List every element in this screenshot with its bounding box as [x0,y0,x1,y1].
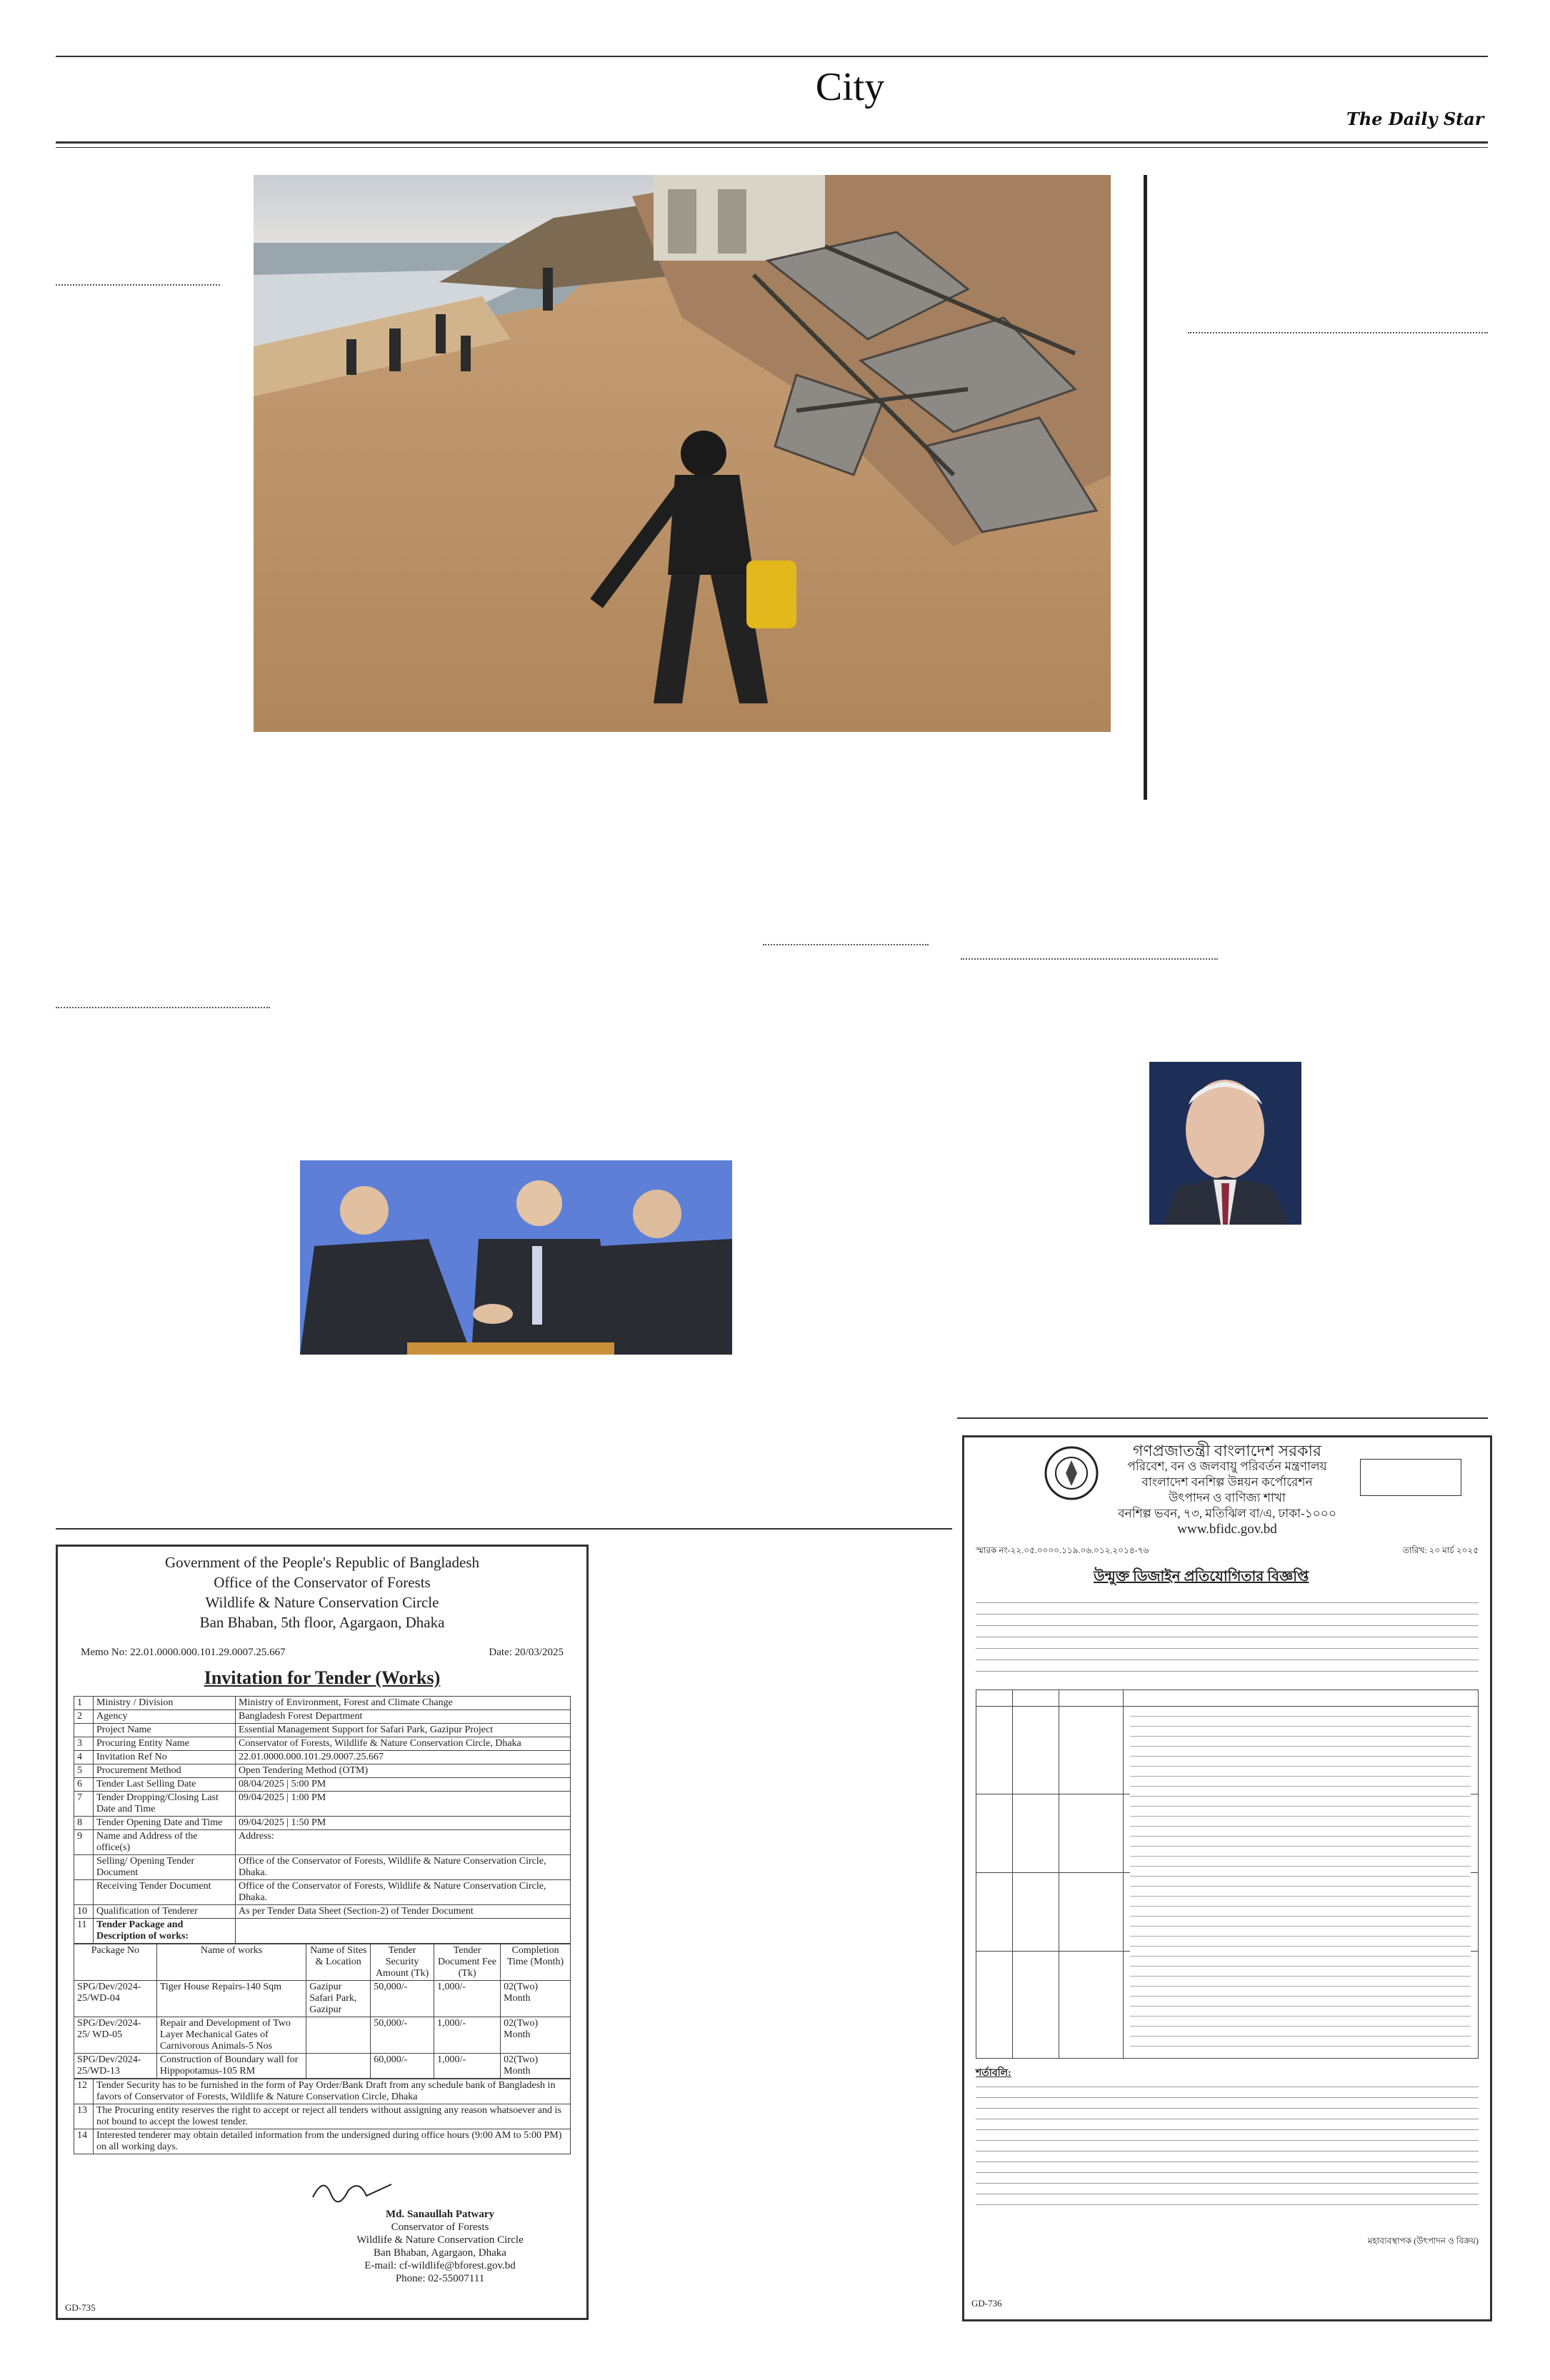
note-number: 13 [74,2104,94,2129]
row-value: Ministry of Environment, Forest and Climate Change [236,1697,571,1710]
row-number: 9 [74,1830,94,1855]
package-header-cell: Tender Document Fee (Tk) [434,1944,500,1981]
package-header-cell: Completion Time (Month) [501,1944,571,1981]
tender-row [74,1919,571,1944]
bn-website: www.bfidc.gov.bd [1177,1522,1277,1537]
row-value: 09/04/2025 | 1:50 PM [236,1817,571,1830]
beach-rubble-photo [254,175,1111,732]
row-value [236,1919,571,1944]
package-cell: SPG/Dev/2024-25/WD-13 [74,2054,157,2079]
row-number: 11 [74,1919,94,1944]
tender-note-row [74,2129,571,2154]
row-label: Procurement Method [94,1764,236,1778]
package-cell: 1,000/- [434,1981,500,2017]
note-text: The Procuring entity reserves the right to accept or reject all tenders without assigning any reason whatsoever and is not bound to accept the lowest tender. [94,2104,571,2129]
package-cell: Repair and Development of Two Layer Mechanical Gates of Carnivorous Animals-5 Nos [156,2017,306,2054]
tender-note-row [74,2104,571,2129]
ad-office-name: Office of the Conservator of Forests [214,1574,431,1591]
row-value: Conservator of Forests, Wildlife & Nature Conservation Circle, Dhaka [236,1737,571,1751]
row-label: Name and Address of the office(s) [94,1830,236,1855]
row-number: 7 [74,1792,94,1817]
package-cell: 02(Two) Month [501,2054,571,2079]
bn-title: উন্মুক্ত ডিজাইন প্রতিযোগিতার বিজ্ঞপ্তি [1094,1569,1309,1585]
tender-row [74,1778,571,1792]
package-cell: 50,000/- [371,2017,434,2054]
ad-code: GD-735 [65,2302,96,2313]
row-value: Office of the Conservator of Forests, Wildlife & Nature Conservation Circle, Dhaka. [236,1880,571,1905]
row-value: 08/04/2025 | 5:00 PM [236,1778,571,1792]
row-label: Qualification of Tenderer [94,1905,236,1919]
ad-circle-name: Wildlife & Nature Conservation Circle [205,1594,439,1611]
bn-signer-title: মহাব্যবস্থাপক (উৎপাদন ও বিক্রয়) [1367,2236,1479,2246]
row-label: Tender Dropping/Closing Last Date and Time [94,1792,236,1817]
package-cell: 02(Two) Month [501,2017,571,2054]
government-emblem-icon [1043,1445,1100,1502]
bn-conditions-text [976,2082,1479,2206]
ad-memo-number: Memo No: 22.01.0000.000.101.29.0007.25.667 [81,1647,286,1658]
package-header-cell: Package No [74,1944,157,1981]
row-number: 2 [74,1710,94,1724]
row-value: 22.01.0000.000.101.29.0007.25.667 [236,1751,571,1764]
package-cell: 1,000/- [434,2054,500,2079]
row-label: Tender Package and Description of works: [94,1919,236,1944]
row-value: Bangladesh Forest Department [236,1710,571,1724]
row-number: 8 [74,1817,94,1830]
column-divider [56,284,220,286]
tender-advertisement [56,1545,589,2320]
row-label: Procuring Entity Name [94,1737,236,1751]
tender-package-table [74,1944,571,2079]
row-value: Essential Management Support for Safari Park, Gazipur Project [236,1724,571,1737]
package-cell: 60,000/- [371,2054,434,2079]
ad-title: Invitation for Tender (Works) [204,1667,441,1688]
package-cell [306,2017,371,2054]
row-value: As per Tender Data Sheet (Section-2) of Tender Document [236,1905,571,1919]
row-number: 6 [74,1778,94,1792]
row-label: Ministry / Division [94,1697,236,1710]
package-row [74,1981,571,2017]
tender-info-table [74,1696,571,1944]
row-label: Agency [94,1710,236,1724]
column-divider [763,944,929,945]
ad-address: Ban Bhaban, 5th floor, Agargaon, Dhaka [199,1614,445,1631]
row-number: 1 [74,1697,94,1710]
row-label: Tender Last Selling Date [94,1778,236,1792]
tender-row [74,1751,571,1764]
bn-reference: স্মারক নং-২২.০৫.০০০০.১১৯.০৬.০১২.২০১৪-৭৬ [976,1545,1149,1555]
row-label: Receiving Tender Document [94,1880,236,1905]
package-cell: Tiger House Repairs-140 Sqm [156,1981,306,2017]
package-cell [306,2054,371,2079]
row-number [74,1855,94,1880]
package-row [74,2017,571,2054]
bn-ministry: পরিবেশ, বন ও জলবায়ু পরিবর্তন মন্ত্রণালয় [1127,1460,1327,1473]
design-competition-advertisement [962,1435,1492,2321]
row-number: 5 [74,1764,94,1778]
bn-government-name: গণপ্রজাতন্ত্রী বাংলাদেশ সরকার [1132,1442,1322,1460]
package-cell: 50,000/- [371,1981,434,2017]
package-header-cell: Tender Security Amount (Tk) [371,1944,434,1981]
row-label: Selling/ Opening Tender Document [94,1855,236,1880]
ad-date: Date: 20/03/2025 [489,1647,564,1658]
signer-address: Ban Bhaban, Agargaon, Dhaka [374,2247,506,2259]
package-header-cell: Name of works [156,1944,306,1981]
signer-email: E-mail: cf-wildlife@bforest.gov.bd [364,2260,516,2271]
tender-row [74,1724,571,1737]
tender-row [74,1764,571,1778]
package-cell: Construction of Boundary wall for Hippopotamus-105 RM [156,2054,306,2079]
tender-row [74,1905,571,1919]
handshake-photo [300,1160,732,1355]
package-cell: Gazipur Safari Park, Gazipur [306,1981,371,2017]
package-cell: 02(Two) Month [501,1981,571,2017]
tender-row [74,1880,571,1905]
row-number: 3 [74,1737,94,1751]
tender-row [74,1792,571,1817]
bn-branch: উৎপাদন ও বাণিজ্য শাখা [1169,1491,1286,1505]
tender-row [74,1830,571,1855]
section-title: City [815,65,885,109]
signer-phone: Phone: 02-55007111 [395,2273,485,2284]
bn-body-text [976,1597,1479,1682]
masthead-logo: The Daily Star [1346,109,1484,129]
note-number: 14 [74,2129,94,2154]
row-value: 09/04/2025 | 1:00 PM [236,1792,571,1817]
tender-row [74,1710,571,1724]
row-value: Address: [236,1830,571,1855]
ad-government-name: Government of the People's Republic of Bangladesh [164,1554,479,1571]
row-number [74,1724,94,1737]
column-rule [1144,175,1147,800]
tender-notes-table [74,2079,571,2154]
package-header-cell: Name of Sites & Location [306,1944,371,1981]
row-number [74,1880,94,1905]
signature-mark [309,2176,395,2204]
row-value: Open Tendering Method (OTM) [236,1764,571,1778]
bn-address: বনশিল্প ভবন, ৭৩, মতিঝিল বা/এ, ঢাকা-১০০০ [1118,1507,1336,1520]
package-cell: SPG/Dev/2024-25/ WD-05 [74,2017,157,2054]
signer-name: Md. Sanaullah Patwary [385,2209,495,2220]
bn-ad-code: GD-736 [971,2298,1002,2309]
package-cell: SPG/Dev/2024-25/WD-04 [74,1981,157,2017]
signer-circle: Wildlife & Nature Conservation Circle [356,2234,524,2246]
tender-row [74,1817,571,1830]
row-label: Invitation Ref No [94,1751,236,1764]
row-label: Project Name [94,1724,236,1737]
tender-row [74,1697,571,1710]
column-divider [56,1007,270,1008]
package-cell: 1,000/- [434,2017,500,2054]
column-divider [1188,332,1488,333]
signer-title: Conservator of Forests [391,2221,489,2233]
note-number: 12 [74,2079,94,2104]
row-number: 4 [74,1751,94,1764]
bn-date: তারিখ: ২০ মার্চ ২০২৫ [1402,1545,1479,1555]
bn-items-table [976,1689,1479,2059]
package-row [74,2054,571,2079]
row-number: 10 [74,1905,94,1919]
note-text: Tender Security has to be furnished in the form of Pay Order/Bank Draft from any schedule bank of Bangladesh in favors of Conservator of Forests, Wildlife & Nature Conservation Circle, Dhaka [94,2079,571,2104]
bn-conditions-label: শর্তাবলি: [976,2068,1011,2079]
column-divider [961,958,1218,960]
tender-note-row [74,2079,571,2104]
row-value: Office of the Conservator of Forests, Wildlife & Nature Conservation Circle, Dhaka. [236,1855,571,1880]
tender-row [74,1737,571,1751]
row-label: Tender Opening Date and Time [94,1817,236,1830]
tender-row [74,1855,571,1880]
bn-corporation: বাংলাদেশ বনশিল্প উন্নয়ন কর্পোরেশন [1141,1475,1313,1489]
note-text: Interested tenderer may obtain detailed information from the undersigned during office hours (9:00 AM to 5:00 PM) on all working days. [94,2129,571,2154]
portrait-photo [1149,1062,1301,1225]
